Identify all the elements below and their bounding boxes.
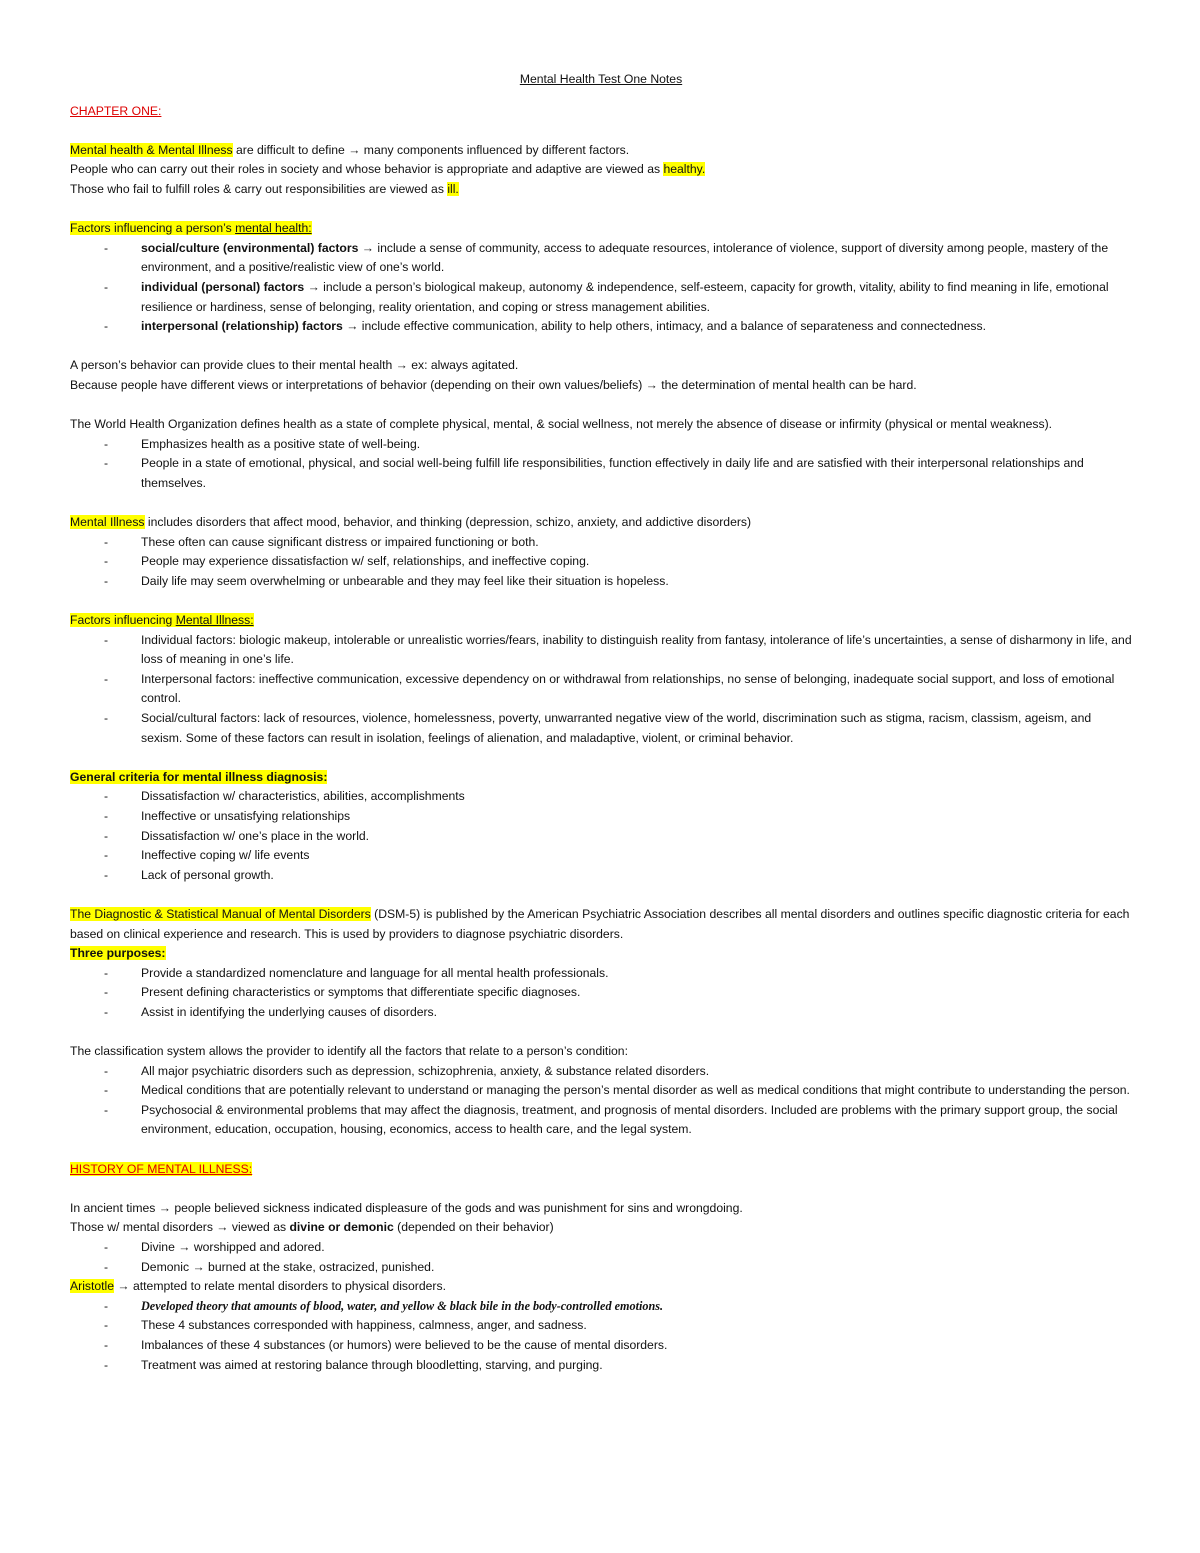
factors-mh-list xyxy=(70,239,1132,337)
list-item: - Individual factors: biologic makeup, intolerable or unrealistic worries/fears, inability to distinguish reality from fantasy, intolerance of life’s uncertainties, a sense of disharmony in life, and loss of meaning in one’s life. xyxy=(104,632,1132,667)
document-title: Mental Health Test One Notes xyxy=(519,72,683,86)
aristotle-line: Aristotle → attempted to relate mental disorders to physical disorders. xyxy=(70,1279,446,1294)
purposes-heading: Three purposes: xyxy=(70,946,166,961)
behavior-line-1: A person’s behavior can provide clues to their mental health → ex: always agitated. xyxy=(70,358,519,373)
list-item: - Provide a standardized nomenclature and language for all mental health professionals. xyxy=(104,965,609,980)
ancient-times: In ancient times → people believed sickness indicated displeasure of the gods and was punishment for sins and wrongdoing. xyxy=(70,1200,743,1215)
intro-line-3: Those who fail to fulfill roles & carry out responsibilities are viewed as ill. xyxy=(70,181,459,196)
mental-illness-definition: Mental Illness includes disorders that affect mood, behavior, and thinking (depression, schizo, anxiety, and addictive disorders) xyxy=(70,515,752,530)
history-heading: HISTORY OF MENTAL ILLNESS: xyxy=(70,1161,253,1176)
list-item: - Ineffective or unsatisfying relationships xyxy=(104,808,351,823)
list-item: - Medical conditions that are potentially relevant to understand or managing the person’s mental disorder as well as medical conditions that might contribute to understanding the person. xyxy=(104,1083,1130,1098)
criteria-list xyxy=(70,787,1132,885)
list-item: - Assist in identifying the underlying causes of disorders. xyxy=(104,1004,438,1019)
classification-list xyxy=(70,1062,1132,1140)
factors-mi-heading: Factors influencing Mental Illness: xyxy=(70,613,254,628)
list-item: - social/culture (environmental) factors → include a sense of community, access to adequate resources, intolerance of violence, support of diversity among people, mastery of the environment, and a positive/realistic view of one’s world. xyxy=(104,240,1109,275)
list-item: - Interpersonal factors: ineffective communication, excessive dependency on or withdrawal from relationships, no sense of belonging, inadequate social support, and loss of emotional control. xyxy=(104,671,1115,706)
who-definition: The World Health Organization defines health as a state of complete physical, mental, & social wellness, not merely the absence of disease or infirmity (physical or mental weakness). xyxy=(70,417,1053,432)
criteria-heading: General criteria for mental illness diagnosis: xyxy=(70,769,328,784)
list-item: - individual (personal) factors → include a person’s biological makeup, autonomy & independence, self-esteem, capacity for growth, vitality, ability to find meaning in life, emotional resilience or hardiness, sense of belonging, reality orientation, and coping or stress management abilities. xyxy=(104,279,1109,314)
aristotle-list xyxy=(70,1297,1132,1375)
mental-illness-list xyxy=(70,533,1132,592)
factors-mh-heading: Factors influencing a person’s mental health: xyxy=(70,221,312,236)
list-item: - Divine → worshipped and adored. xyxy=(104,1240,325,1255)
list-item: - All major psychiatric disorders such as depression, schizophrenia, anxiety, & substance related disorders. xyxy=(104,1063,710,1078)
list-item: - Present defining characteristics or symptoms that differentiate specific diagnoses. xyxy=(104,985,581,1000)
list-item: - Emphasizes health as a positive state of well-being. xyxy=(104,436,421,451)
list-item: - Psychosocial & environmental problems that may affect the diagnosis, treatment, and prognosis of mental disorders. Included are problems with the primary support group, the social environment, education, occupation, housing, economics, access to health care, and the legal system. xyxy=(104,1102,1118,1137)
list-item: - interpersonal (relationship) factors → include effective communication, ability to help others, intimacy, and a balance of separateness and connectedness. xyxy=(104,319,986,334)
chapter-heading: CHAPTER ONE: xyxy=(70,103,162,118)
list-item: - Ineffective coping w/ life events xyxy=(104,848,310,863)
divine-list xyxy=(70,1238,1132,1277)
purposes-list xyxy=(70,964,1132,1023)
list-item: - Developed theory that amounts of blood, water, and yellow & black bile in the body-controlled emotions. xyxy=(104,1298,664,1313)
dsm-definition: The Diagnostic & Statistical Manual of Mental Disorders (DSM-5) is published by the American Psychiatric Association describes all mental disorders and outlines specific diagnostic criteria for each based on clinical experience and research. This is used by providers to diagnose psychiatric disorders. xyxy=(70,906,1130,941)
factors-mi-list xyxy=(70,631,1132,749)
list-item: - These often can cause significant distress or impaired functioning or both. xyxy=(104,534,539,549)
list-item: - Imbalances of these 4 substances (or humors) were believed to be the cause of mental disorders. xyxy=(104,1338,668,1352)
list-item: - Dissatisfaction w/ one’s place in the world. xyxy=(104,828,370,843)
list-item: - Lack of personal growth. xyxy=(104,867,274,882)
list-item: - Dissatisfaction w/ characteristics, abilities, accomplishments xyxy=(104,789,465,804)
divine-demonic: Those w/ mental disorders → viewed as divine or demonic (depended on their behavior) xyxy=(70,1220,554,1235)
document-body xyxy=(70,70,1132,1375)
list-item: - Daily life may seem overwhelming or unbearable and they may feel like their situation is hopeless. xyxy=(104,573,669,588)
intro-line-2: People who can carry out their roles in society and whose behavior is appropriate and adaptive are viewed as healthy. xyxy=(70,162,706,177)
behavior-line-2: Because people have different views or interpretations of behavior (depending on their own values/beliefs) → the determination of mental health can be hard. xyxy=(70,377,917,392)
list-item: - People in a state of emotional, physical, and social well-being fulfill life responsibilities, function effectively in daily life and are satisfied with their interpersonal relationships and themselves. xyxy=(104,456,1084,490)
list-item: - Social/cultural factors: lack of resources, violence, homelessness, poverty, unwarranted negative view of the world, discrimination such as stigma, racism, classism, ageism, and sexism. Some of these factors can result in isolation, feelings of alienation, and maladaptive, violent, or criminal behavior. xyxy=(104,711,1092,745)
list-item: - These 4 substances corresponded with happiness, calmness, anger, and sadness. xyxy=(104,1318,587,1333)
intro-line-1: Mental health & Mental Illness are difficult to define → many components influenced by different factors. xyxy=(70,142,630,157)
classification-text: The classification system allows the provider to identify all the factors that relate to a person’s condition: xyxy=(70,1044,628,1059)
list-item: - People may experience dissatisfaction w/ self, relationships, and ineffective coping. xyxy=(104,554,590,569)
who-list xyxy=(70,435,1132,494)
list-item: - Demonic → burned at the stake, ostracized, punished. xyxy=(104,1259,435,1274)
list-item: - Treatment was aimed at restoring balance through bloodletting, starving, and purging. xyxy=(104,1357,603,1372)
